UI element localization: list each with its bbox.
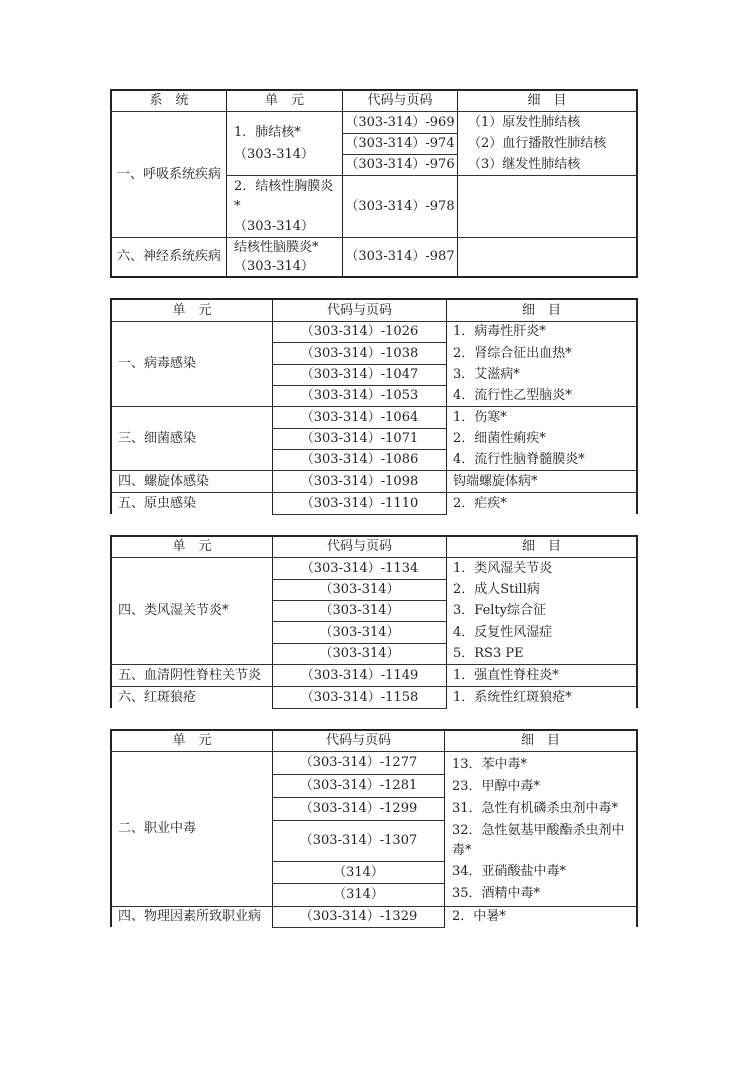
header-code: 代码与页码: [326, 302, 392, 318]
code-cell: （303-314）-976: [345, 157, 455, 172]
unit-cell: [227, 112, 342, 175]
unit-line: （303-314）: [234, 218, 315, 234]
code-cell: （303-314）-1047: [300, 367, 419, 382]
unit-cell: 六、红斑狼疮: [118, 689, 197, 705]
detail-line: 23．甲醇中毒*: [452, 778, 541, 794]
unit-cell: [227, 176, 342, 237]
code-cell: （303-314）-1064: [300, 409, 419, 425]
code-cell: （303-314）-987: [345, 249, 455, 264]
detail-line: 5．RS3 PE: [453, 645, 524, 661]
system-cell: 一、呼吸系统疾病: [116, 166, 221, 182]
unit-cell: 四、物理因素所致职业病: [118, 909, 262, 924]
detail-cell: [447, 558, 636, 664]
divider: [272, 927, 445, 928]
header-unit: 单 元: [264, 93, 304, 108]
code-cell: （303-314）-1026: [300, 324, 419, 339]
unit-line: *: [234, 198, 241, 214]
unit-line: 1．肺结核*: [234, 125, 301, 141]
unit-cell: 二、职业中毒: [118, 821, 197, 836]
code-cell: （303-314）: [319, 582, 400, 597]
detail-cell: 2．中暑*: [452, 909, 506, 924]
header-unit: 单 元: [172, 302, 212, 318]
detail-cell: [447, 407, 636, 470]
detail-line: 31．急性有机磷杀虫剂中毒*: [452, 800, 619, 816]
detail-cell: 2．疟疾*: [453, 495, 507, 511]
unit-cell: 五、血清阴性脊柱关节炎: [118, 667, 262, 683]
unit-cell: 五、原虫感染: [118, 495, 197, 511]
code-cell: （303-314）-1038: [300, 345, 419, 361]
code-cell: （314）: [333, 864, 384, 880]
header-code: 代码与页码: [325, 733, 391, 748]
divider: [272, 514, 447, 515]
header-detail: 细 目: [521, 539, 561, 554]
code-cell: （303-314）-1329: [299, 909, 418, 924]
detail-line: 35．酒精中毒*: [452, 885, 541, 901]
unit-cell: [227, 238, 342, 276]
detail-line: 3．艾滋病*: [453, 367, 520, 382]
header-code: 代码与页码: [367, 93, 433, 108]
unit-cell: 三、细菌感染: [118, 430, 197, 446]
detail-cell: 钩端螺旋体病*: [453, 473, 538, 489]
unit-line: 2．结核性胸膜炎: [234, 178, 334, 194]
code-cell: （303-314）-1307: [299, 833, 418, 848]
header-code: 代码与页码: [326, 539, 392, 554]
code-cell: （303-314）-1281: [299, 778, 418, 793]
code-cell: （303-314）-1134: [300, 560, 419, 576]
detail-cell: 1．强直性脊柱炎*: [453, 667, 559, 683]
code-cell: （303-314）-974: [345, 136, 455, 151]
code-cell: （303-314）-1071: [300, 431, 419, 446]
detail-line: 1．类风湿关节炎: [453, 560, 553, 576]
divider: [110, 276, 638, 278]
unit-cell: 四、螺旋体感染: [118, 473, 210, 489]
detail-line: 4．流行性脑脊髓膜炎*: [453, 452, 585, 468]
detail-line: 4．流行性乙型脑炎*: [453, 388, 572, 404]
header-detail: 细 目: [521, 302, 561, 318]
divider: [636, 89, 638, 278]
code-cell: （303-314）-1158: [300, 689, 419, 705]
code-cell: （303-314）: [319, 646, 400, 661]
code-cell: （303-314）-1277: [299, 755, 418, 770]
code-cell: （314）: [333, 887, 384, 902]
detail-line: 毒*: [452, 842, 472, 858]
code-cell: （303-314）-1098: [300, 473, 419, 489]
code-cell: （303-314）: [319, 624, 400, 640]
code-cell: （303-314）-969: [345, 114, 455, 130]
code-cell: （303-314）-978: [345, 198, 455, 214]
detail-line: 2．肾综合征出血热*: [453, 345, 572, 361]
divider: [272, 708, 447, 709]
code-cell: （303-314）-1149: [300, 667, 419, 683]
code-cell: （303-314）-1299: [299, 801, 418, 816]
code-cell: （303-314）: [319, 603, 400, 618]
detail-line: （2）血行播散性肺结核: [468, 135, 607, 151]
detail-line: 3．Felty综合征: [453, 603, 546, 619]
detail-cell: [458, 112, 636, 175]
detail-line: 4．反复性风湿症: [453, 624, 553, 640]
detail-cell: [445, 752, 636, 906]
detail-line: （3）继发性肺结核: [468, 157, 581, 173]
unit-cell: 四、类风湿关节炎*: [118, 603, 229, 618]
detail-cell: 1．系统性红斑狼疮*: [453, 689, 572, 705]
header-unit: 单 元: [172, 733, 212, 748]
header-detail: 细 目: [520, 733, 560, 748]
detail-line: 2．成人Still病: [453, 582, 540, 598]
unit-line: （303-314）: [234, 259, 315, 274]
detail-line: （1）原发性肺结核: [468, 114, 581, 130]
header-unit: 单 元: [172, 539, 212, 554]
detail-line: 1．伤寒*: [453, 409, 507, 425]
detail-line: 13．苯中毒*: [452, 756, 528, 772]
code-cell: （303-314）-1086: [300, 452, 419, 467]
detail-line: 34．亚硝酸盐中毒*: [452, 863, 567, 879]
divider: [636, 535, 638, 708]
unit-cell: 一、病毒感染: [118, 356, 197, 371]
code-cell: （303-314）-1053: [300, 388, 419, 403]
detail-line: 32．急性氨基甲酸酯杀虫剂中: [452, 822, 625, 838]
header-detail: 细 目: [527, 93, 567, 108]
code-cell: （303-314）-1110: [300, 495, 419, 511]
unit-line: 结核性脑膜炎*: [234, 240, 319, 255]
detail-line: 2．细菌性痢疾*: [453, 430, 546, 446]
unit-line: （303-314）: [234, 146, 315, 162]
system-cell: 六、神经系统疾病: [116, 249, 221, 264]
header-system: 系 统: [149, 93, 189, 108]
divider: [636, 729, 638, 927]
detail-line: 1．病毒性肝炎*: [453, 324, 546, 340]
detail-cell: [447, 322, 636, 406]
